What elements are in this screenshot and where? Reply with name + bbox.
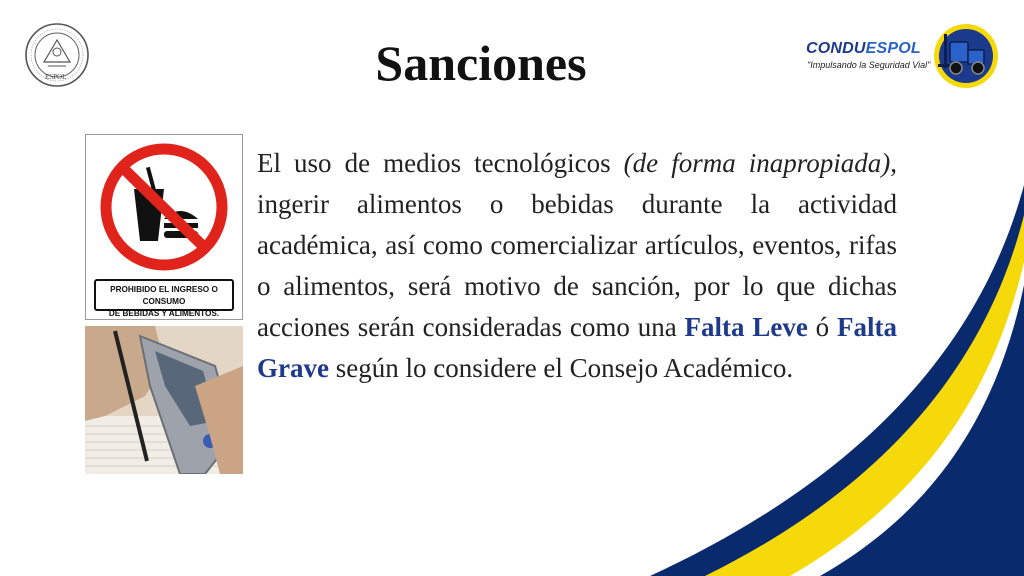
- logo-tagline: "Impulsando la Seguridad Vial": [807, 60, 931, 70]
- paragraph-italic-phrase: (de forma inapropiada): [623, 148, 891, 178]
- sign-caption: [94, 279, 234, 318]
- forklift-truck-icon: [932, 22, 1000, 90]
- paragraph-part-5: ó: [807, 312, 838, 342]
- paragraph-part-1: El uso de medios tecnológicos: [257, 148, 624, 178]
- sanctions-paragraph: [257, 143, 897, 389]
- logo-wordmark: [806, 40, 921, 58]
- phone-hand-image: [85, 326, 243, 474]
- page-title: Sanciones: [375, 35, 587, 91]
- paragraph-part-3: , ingerir alimentos o bebidas durante la actividad académica, así como comercializar artículos, eventos, rifas o alimentos, será motivo de sanción, por lo que dichas acciones serán consideradas como una: [257, 148, 897, 342]
- logo-name-part1: CONDU: [806, 40, 866, 57]
- phone-cheating-photo: [85, 326, 243, 474]
- sign-line-2: DE BEBIDAS Y ALIMENTOS.: [108, 309, 220, 318]
- no-food-drinks-sign: [85, 134, 243, 320]
- falta-grave-highlight: Falta Grave: [257, 312, 898, 383]
- logo-name-part2: ESPOL: [865, 40, 921, 57]
- seal-text: ESPOL: [45, 73, 67, 81]
- conduespol-logo: [800, 22, 1000, 90]
- paragraph-part-7: según lo considere el Consejo Académico.: [328, 353, 794, 383]
- falta-leve-highlight: Falta Leve: [684, 312, 808, 342]
- no-food-drinks-icon: [94, 141, 234, 275]
- sign-line-1: PROHIBIDO EL INGRESO O CONSUMO: [110, 285, 218, 306]
